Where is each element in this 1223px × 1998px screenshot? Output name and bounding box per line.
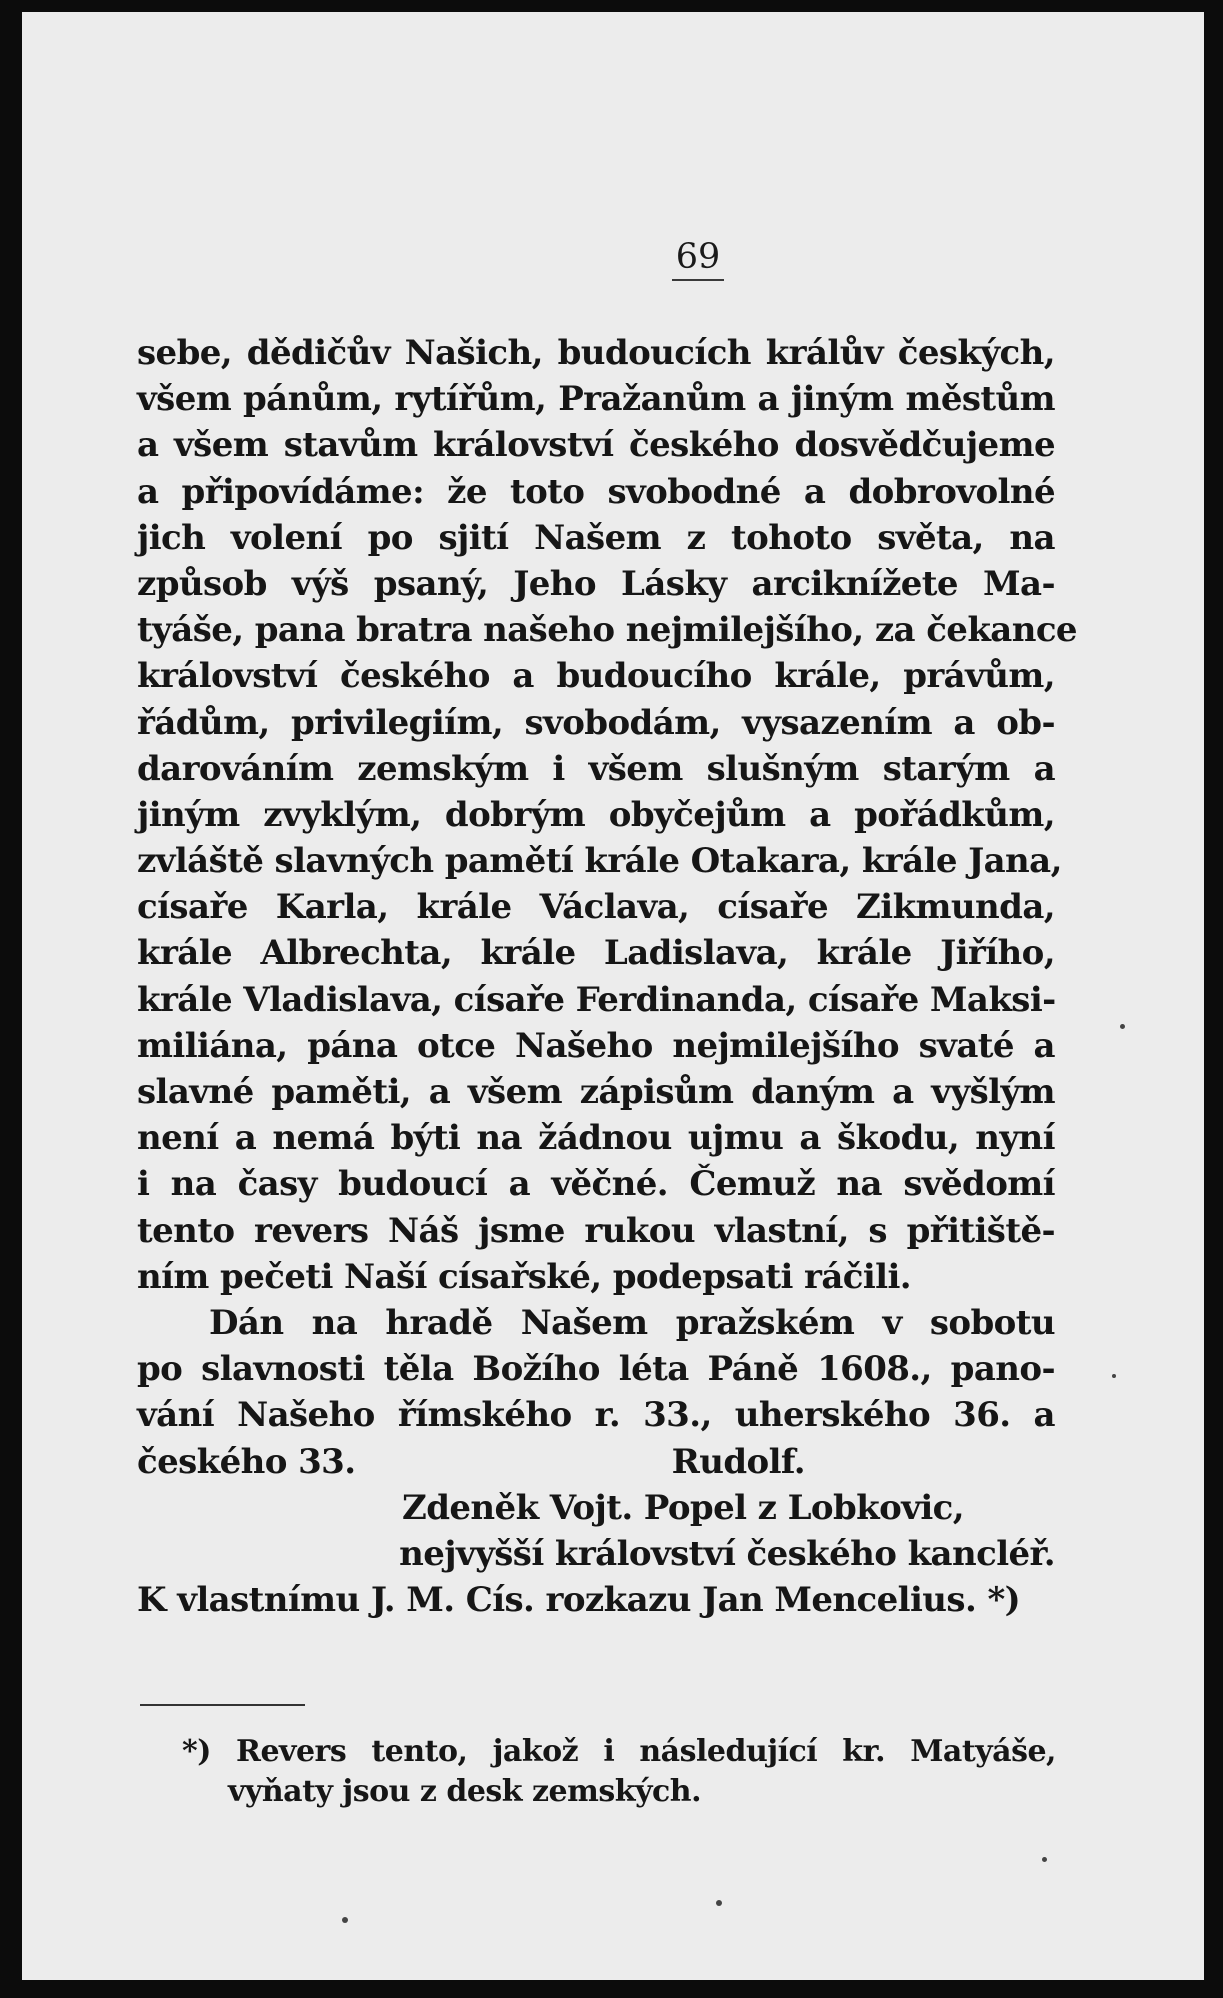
dated-line: po slavnosti těla Božího léta Páně 1608., pano- <box>137 1349 1055 1390</box>
countersignature: K vlastnímu J. M. Cís. rozkazu Jan Mencelius. *) <box>137 1580 1021 1621</box>
dated-line: Dán na hradě Našem pražském v sobotu <box>209 1302 1055 1343</box>
book-page <box>22 12 1204 1980</box>
text-line: miliána, pána otce Našeho nejmilejšího svaté a <box>137 1025 1055 1066</box>
footnote-line: *) Revers tento, jakož i následující kr. Matyáše, <box>182 1734 1056 1769</box>
text-line: zvláště slavných pamětí krále Otakara, krále Jana, <box>137 841 1062 882</box>
main-text <box>137 330 1077 1623</box>
footnote-line: vyňaty jsou z desk zemských. <box>228 1774 702 1809</box>
signatory-title: nejvyšší království českého kancléř. <box>399 1533 1055 1574</box>
paper-speck <box>1042 1857 1047 1862</box>
text-line: císaře Karla, krále Václava, císaře Zikmunda, <box>137 887 1055 928</box>
paper-speck <box>1120 1024 1125 1029</box>
text-line: tyáše, pana bratra našeho nejmilejšího, za čekance <box>137 610 1077 651</box>
text-line: všem pánům, rytířům, Pražanům a jiným městům <box>137 379 1055 420</box>
text-line: darováním zemským i všem slušným starým a <box>137 748 1055 789</box>
text-line: jich volení po sjití Našem z tohoto světa, na <box>137 517 1055 558</box>
text-line: ním pečeti Naší císařské, podepsati ráčili. <box>137 1256 912 1297</box>
text-line: a všem stavům království českého dosvědčujeme <box>137 425 1055 466</box>
page-number: 69 <box>672 237 725 281</box>
text-line: způsob výš psaný, Jeho Lásky arciknížete Ma- <box>137 563 1055 604</box>
text-line: i na časy budoucí a věčné. Čemuž na svědomí <box>137 1164 1055 1205</box>
text-line: království českého a budoucího krále, právům, <box>137 656 1055 697</box>
paper-speck <box>342 1917 348 1923</box>
text-line: tento revers Náš jsme rukou vlastní, s přitiště- <box>137 1210 1055 1251</box>
text-line: krále Vladislava, císaře Ferdinanda, císaře Maksi- <box>137 979 1056 1020</box>
footnote-divider <box>140 1704 305 1706</box>
signatory-name: Zdeněk Vojt. Popel z Lobkovic, <box>402 1487 965 1528</box>
royal-signature: Rudolf. <box>671 1441 805 1482</box>
text-line: krále Albrechta, krále Ladislava, krále Jiřího, <box>137 933 1055 974</box>
text-line: a připovídáme: že toto svobodné a dobrovolné <box>137 471 1055 512</box>
text-line: není a nemá býti na žádnou ujmu a škodu, nyní <box>137 1118 1055 1159</box>
dated-line: vání Našeho římského r. 33., uherského 36. a <box>137 1395 1055 1436</box>
closing-line <box>137 1439 1055 1485</box>
paper-speck <box>1112 1374 1116 1378</box>
paper-speck <box>716 1900 722 1906</box>
text-line: sebe, dědičův Našich, budoucích králův českých, <box>137 333 1055 373</box>
text-line: jiným zvyklým, dobrým obyčejům a pořádkům, <box>137 794 1055 835</box>
text-line: slavné paměti, a všem zápisům daným a vyšlým <box>137 1072 1055 1112</box>
text-line: řádům, privilegiím, svobodám, vysazením a ob- <box>137 702 1055 743</box>
closing-date: českého 33. <box>137 1441 356 1482</box>
footnote <box>182 1732 1056 1812</box>
